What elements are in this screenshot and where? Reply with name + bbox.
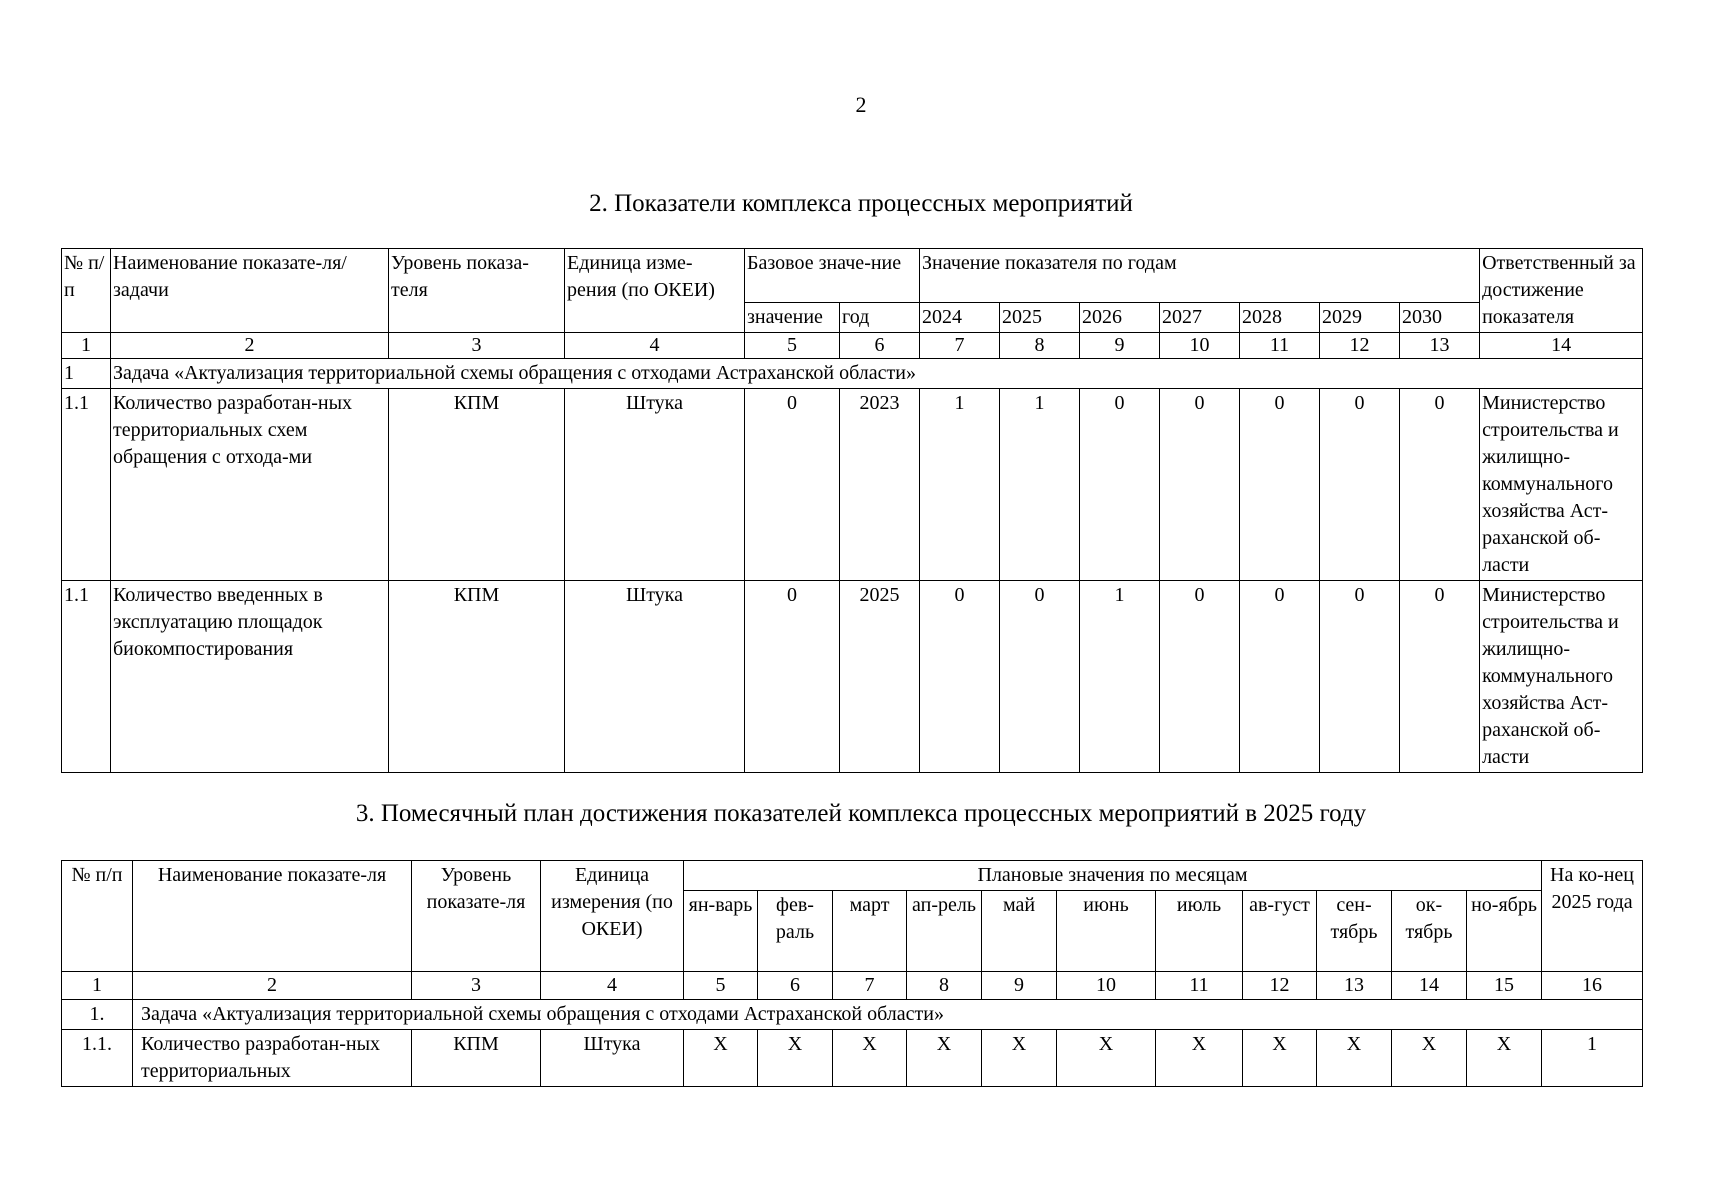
header-base-value: значение [745,303,840,333]
column-number: 4 [565,333,745,359]
column-number: 9 [1080,333,1160,359]
header-planned: Плановые значения по месяцам [684,861,1542,891]
header-month: ав-густ [1243,891,1317,972]
row-value: 0 [1160,389,1240,581]
row-level: КПМ [389,389,565,581]
row-unit: Штука [541,1030,684,1087]
header-level: Уровень показа-теля [389,249,565,333]
row-base-value: 0 [745,581,840,773]
row-responsible: Министерство строительства и жилищно-коммунального хозяйства Аст-раханской об-ласти [1480,581,1643,773]
row-month-value: X [1156,1030,1243,1087]
column-number: 2 [133,972,412,1000]
column-number: 6 [758,972,833,1000]
row-num: 1.1 [62,581,111,773]
header-month: июнь [1057,891,1156,972]
column-number: 1 [62,972,133,1000]
column-number: 3 [412,972,541,1000]
header-responsible: Ответственный за достижение показателя [1480,249,1643,333]
row-unit: Штука [565,389,745,581]
header-level: Уровень показате-ля [412,861,541,972]
row-base-value: 0 [745,389,840,581]
column-number: 11 [1156,972,1243,1000]
row-value: 1 [1000,389,1080,581]
row-month-value: X [684,1030,758,1087]
row-month-value: X [1243,1030,1317,1087]
section-3-title: 3. Помесячный план достижения показателей комплекса процессных мероприятий в 2025 году [355,800,1367,827]
task-text: Задача «Актуализация территориальной схемы обращения с отходами Астраханской области» [111,359,1643,389]
row-month-value: X [907,1030,982,1087]
row-month-value: X [1392,1030,1467,1087]
row-value: 0 [1240,389,1320,581]
column-number: 11 [1240,333,1320,359]
column-number: 3 [389,333,565,359]
column-number: 7 [920,333,1000,359]
monthly-plan-table [61,860,1643,1087]
row-value: 0 [920,581,1000,773]
table-row [62,1030,1643,1087]
header-month: май [982,891,1057,972]
column-number: 6 [840,333,920,359]
row-month-value: X [1057,1030,1156,1087]
row-month-value: X [982,1030,1057,1087]
header-year: 2028 [1240,303,1320,333]
header-month: ап-рель [907,891,982,972]
column-number: 13 [1400,333,1480,359]
row-value: 0 [1080,389,1160,581]
header-year: 2024 [920,303,1000,333]
header-month: но-ябрь [1467,891,1542,972]
header-unit: Единица измерения (по ОКЕИ) [541,861,684,972]
column-number: 1 [62,333,111,359]
header-base-year: год [840,303,920,333]
header-end: На ко-нец 2025 года [1542,861,1643,972]
column-number: 14 [1392,972,1467,1000]
row-level: КПМ [389,581,565,773]
header-year: 2025 [1000,303,1080,333]
row-value: 0 [1320,581,1400,773]
header-month: сен-тябрь [1317,891,1392,972]
row-num: 1.1 [62,389,111,581]
column-number: 5 [684,972,758,1000]
header-num: № п/п [62,861,133,972]
column-number: 12 [1243,972,1317,1000]
task-row [62,359,1643,389]
task-num: 1 [62,359,111,389]
header-year: 2026 [1080,303,1160,333]
header-month: фев-раль [758,891,833,972]
row-value: 0 [1240,581,1320,773]
section-2-title: 2. Показатели комплекса процессных мероприятий [589,190,1133,217]
row-month-value: X [1467,1030,1542,1087]
row-level: КПМ [412,1030,541,1087]
row-value: 0 [1400,581,1480,773]
header-base: Базовое значе-ние [745,249,920,303]
header-year: 2030 [1400,303,1480,333]
page-number: 2 [855,92,867,117]
row-value: 0 [1160,581,1240,773]
row-name: Количество разработан-ных территориальных [133,1030,412,1087]
header-num: № п/п [62,249,111,333]
column-number: 7 [833,972,907,1000]
header-year: 2029 [1320,303,1400,333]
row-unit: Штука [565,581,745,773]
row-name: Количество введенных в эксплуатацию площадок биокомпостирования [111,581,389,773]
header-name: Наименование показате-ля/задачи [111,249,389,333]
column-number: 2 [111,333,389,359]
header-by-years: Значение показателя по годам [920,249,1480,303]
column-number: 9 [982,972,1057,1000]
row-base-year: 2025 [840,581,920,773]
row-value: 1 [920,389,1000,581]
row-month-value: X [1317,1030,1392,1087]
column-number: 4 [541,972,684,1000]
header-month: март [833,891,907,972]
table-row [62,389,1643,581]
header-month: июль [1156,891,1243,972]
row-value: 0 [1400,389,1480,581]
column-number: 13 [1317,972,1392,1000]
row-value: 1 [1080,581,1160,773]
row-month-value: X [758,1030,833,1087]
column-number: 16 [1542,972,1643,1000]
column-number: 15 [1467,972,1542,1000]
table-row [62,581,1643,773]
column-number: 10 [1160,333,1240,359]
header-unit: Единица изме-рения (по ОКЕИ) [565,249,745,333]
task-num: 1. [62,1000,133,1030]
row-end-value: 1 [1542,1030,1643,1087]
task-text: Задача «Актуализация территориальной схемы обращения с отходами Астраханской области» [133,1000,1643,1030]
column-number: 8 [907,972,982,1000]
column-number: 5 [745,333,840,359]
column-number: 10 [1057,972,1156,1000]
indicators-table [61,248,1643,773]
row-responsible: Министерство строительства и жилищно-коммунального хозяйства Аст-раханской об-ласти [1480,389,1643,581]
row-value: 0 [1000,581,1080,773]
column-number: 8 [1000,333,1080,359]
row-month-value: X [833,1030,907,1087]
row-name: Количество разработан-ных территориальных схем обращения с отхода-ми [111,389,389,581]
column-number: 12 [1320,333,1400,359]
column-number: 14 [1480,333,1643,359]
task-row [62,1000,1643,1030]
header-name: Наименование показате-ля [133,861,412,972]
row-base-year: 2023 [840,389,920,581]
row-num: 1.1. [62,1030,133,1087]
row-value: 0 [1320,389,1400,581]
header-month: ок-тябрь [1392,891,1467,972]
header-month: ян-варь [684,891,758,972]
header-year: 2027 [1160,303,1240,333]
